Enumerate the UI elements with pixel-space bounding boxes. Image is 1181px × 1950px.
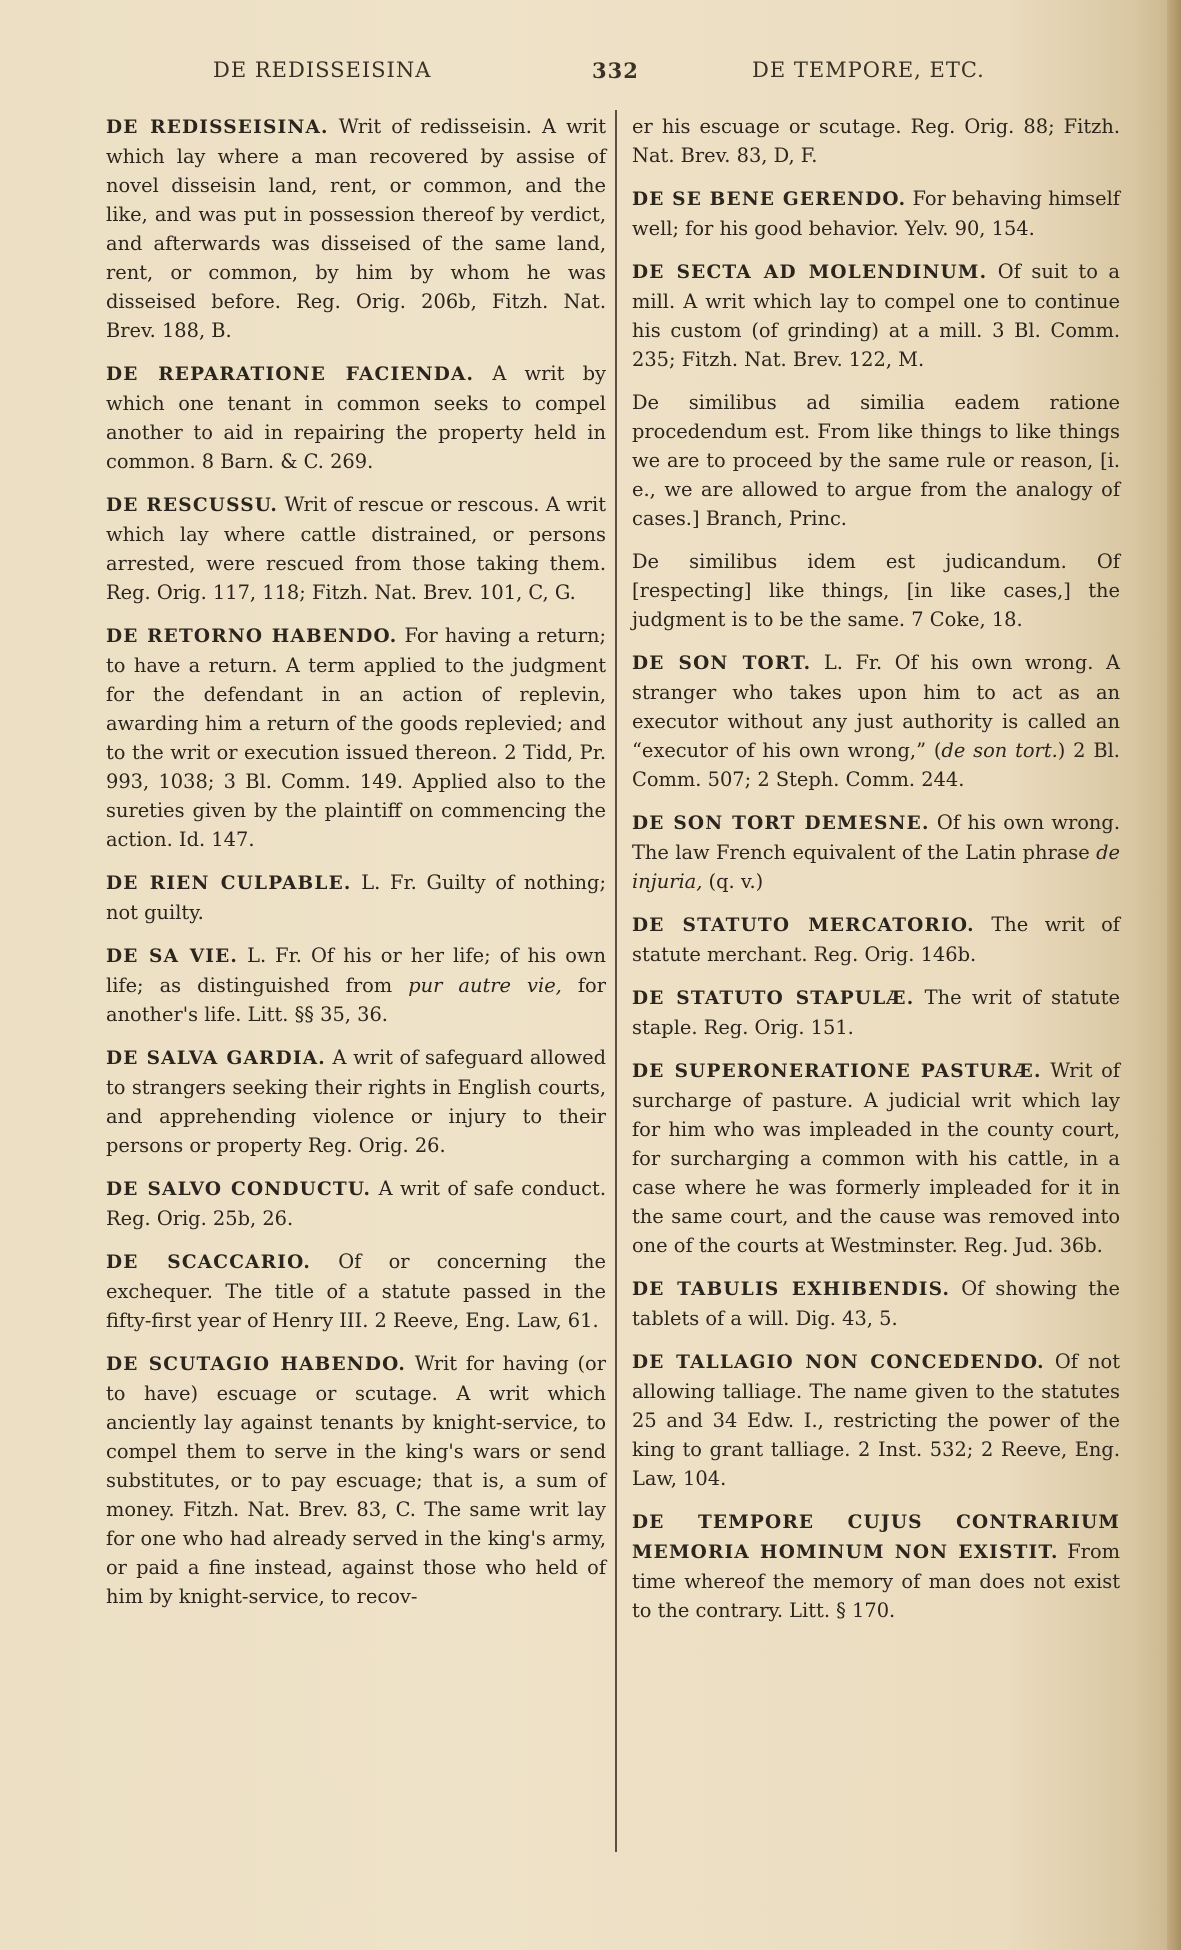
entry — [106, 112, 606, 345]
definition: From like things to like things we are to proceed by the same rule or reason, [i. e., we are allowed to argue from the analogy of cases.] Branch, Princ. — [632, 420, 1120, 530]
headword: DE REPARATIONE FACIENDA. — [106, 364, 475, 385]
definition-continued: ) 2 Bl. Comm. 507; 2 Steph. Comm. 244. — [632, 739, 1120, 791]
headword: DE TEMPORE CUJUS CONTRARIUM MEMORIA HOMINUM NON EXISTIT. — [632, 1512, 1120, 1563]
running-head-left: DE REDISSEISINA — [213, 58, 432, 82]
headword: DE RIEN CULPABLE. — [106, 873, 352, 894]
headword: DE SECTA AD MOLENDINUM. — [632, 262, 988, 283]
headword: DE STATUTO MERCATORIO. — [632, 915, 975, 936]
headword: DE SCUTAGIO HABENDO. — [106, 1354, 407, 1375]
entry — [106, 941, 606, 1029]
definition: Writ of rescue or rescous. A writ which lay where cattle distrained, or persons arrested, were rescued from those taking them. Reg. Orig. 117, 118; Fitzh. Nat. Brev. 101, C, G. — [106, 493, 606, 604]
definition: Of not allowing talliage. The name given to the statutes 25 and 34 Edw. I., restricting the power of the king to grant talliage. 2 Inst. 532; 2 Reeve, Eng. Law, 104. — [632, 1350, 1120, 1490]
definition: Of showing the tablets of a will. Dig. 43, 5. — [632, 1277, 1120, 1330]
definition-italic: pur autre vie, — [408, 974, 562, 997]
definition: Of or concerning the exchequer. The title of a statute passed in the fifty-first year of Henry III. 2 Reeve, Eng. Law, 61. — [106, 1250, 606, 1332]
headword: DE SCACCARIO. — [106, 1252, 312, 1273]
entry — [632, 910, 1120, 969]
definition: er his escuage or scutage. Reg. Orig. 88; Fitzh. Nat. Brev. 83, D, F. — [632, 115, 1120, 167]
page-number: 332 — [592, 58, 639, 83]
entry — [632, 983, 1120, 1042]
page-edge — [1167, 0, 1181, 1950]
definition-italic: de son tort. — [941, 739, 1058, 762]
headword: DE RETORNO HABENDO. — [106, 626, 398, 647]
entry — [632, 1056, 1120, 1260]
definition: Of suit to a mill. A writ which lay to compel one to continue his custom (of grinding) at a mill. 3 Bl. Comm. 235; Fitzh. Nat. Brev. 122, M. — [632, 260, 1120, 371]
headword: DE SON TORT. — [632, 653, 812, 674]
entry — [106, 1174, 606, 1233]
definition: A writ by which one tenant in common seeks to compel another to aid in repairing the property held in common. 8 Barn. & C. 269. — [106, 362, 606, 473]
running-head-right: DE TEMPORE, ETC. — [752, 58, 985, 82]
definition: L. Fr. Guilty of nothing; not guilty. — [106, 871, 606, 924]
definition: For behaving himself well; for his good behavior. Yelv. 90, 154. — [632, 187, 1120, 240]
entry — [632, 808, 1120, 896]
definition: Of his own wrong. The law French equivalent of the Latin phrase — [632, 811, 1120, 864]
entry-continued — [632, 112, 1120, 170]
definition: Of [respecting] like things, [in like cases,] the judgment is to be the same. 7 Coke, 18. — [632, 550, 1120, 631]
maxim: De similibus idem est judicandum. — [632, 550, 1067, 573]
entry — [632, 1507, 1120, 1625]
definition: From time whereof the memory of man does not exist to the contrary. Litt. § 170. — [632, 1540, 1121, 1622]
definition: A writ of safeguard allowed to strangers seeking their rights in English courts, and apprehending violence or injury to their persons or property Reg. Orig. 26. — [106, 1046, 607, 1157]
definition: A writ of safe conduct. Reg. Orig. 25b, 26. — [106, 1177, 606, 1230]
headword: DE RESCUSSU. — [106, 495, 279, 516]
entry — [106, 490, 606, 607]
definition-continued: for another's life. Litt. §§ 35, 36. — [106, 974, 606, 1026]
entry — [632, 648, 1120, 794]
definition: Writ of surcharge of pasture. A judicial writ which lay for him who was impleaded in the county court, for surcharging a common with his cattle, in a case where he was formerly impleaded for it in the same court, and the cause was removed into one of the courts at Westminster. Reg. Jud. 36b. — [632, 1059, 1120, 1257]
entry — [632, 257, 1120, 374]
entry — [106, 621, 606, 854]
right-column — [632, 112, 1120, 1639]
maxim: De similibus ad similia eadem ratione procedendum est. — [632, 391, 1120, 443]
definition: Writ of redisseisin. A writ which lay where a man recovered by assise of novel disseisin land, rent, or common, and the like, and was put in possession thereof by verdict, and afterwards was disseised of the same land, rent, or common, by him by whom he was disseised before. Reg. Orig. 206b, Fitzh. Nat. Brev. 188, B. — [106, 115, 606, 342]
headword: DE SA VIE. — [106, 946, 239, 967]
entry — [632, 1274, 1120, 1333]
definition: L. Fr. Of his or her life; of his own life; as distinguished from — [106, 944, 606, 997]
definition-italic: de injuria, — [632, 841, 1120, 893]
definition: The writ of statute staple. Reg. Orig. 151. — [632, 986, 1120, 1039]
entry — [106, 359, 606, 476]
headword: DE TABULIS EXHIBENDIS. — [632, 1279, 951, 1300]
headword: DE SUPERONERATIONE PASTURÆ. — [632, 1061, 1042, 1082]
entry — [106, 1349, 606, 1611]
entry — [632, 184, 1120, 243]
headword: DE REDISSEISINA. — [106, 117, 329, 138]
headword: DE SALVA GARDIA. — [106, 1048, 326, 1069]
entry — [106, 868, 606, 927]
entry — [632, 547, 1120, 634]
definition-continued: (q. v.) — [702, 870, 764, 893]
entry — [106, 1247, 606, 1335]
headword: DE SON TORT DEMESNE. — [632, 813, 930, 834]
headword: DE SALVO CONDUCTU. — [106, 1179, 372, 1200]
entry — [106, 1043, 606, 1160]
left-column — [106, 112, 606, 1625]
entry — [632, 388, 1120, 533]
headword: DE TALLAGIO NON CONCEDENDO. — [632, 1352, 1045, 1373]
definition: For having a return; to have a return. A term applied to the judgment for the defendant in an action of replevin, awarding him a return of the goods replevied; and to the writ or execution issued thereon. 2 Tidd, Pr. 993, 1038; 3 Bl. Comm. 149. Applied also to the sureties given by the plaintiff on commencing the action. Id. 147. — [106, 624, 606, 851]
definition: The writ of statute merchant. Reg. Orig. 146b. — [632, 913, 1120, 966]
definition: Writ for having (or to have) escuage or scutage. A writ which anciently lay against tenants by knight-service, to compel them to serve in the king's wars or send substitutes, or to pay escuage; that is, a sum of money. Fitzh. Nat. Brev. 83, C. The same writ lay for one who had already served in the king's army, or paid a fine instead, against those who held of him by knight-service, to recov- — [106, 1352, 606, 1608]
entry — [632, 1347, 1120, 1493]
headword: DE SE BENE GERENDO. — [632, 189, 907, 210]
definition: L. Fr. Of his own wrong. A stranger who takes upon him to act as an executor without any just authority is called an “executor of his own wrong,” ( — [632, 651, 1120, 762]
column-divider — [615, 110, 617, 1852]
headword: DE STATUTO STAPULÆ. — [632, 988, 915, 1009]
